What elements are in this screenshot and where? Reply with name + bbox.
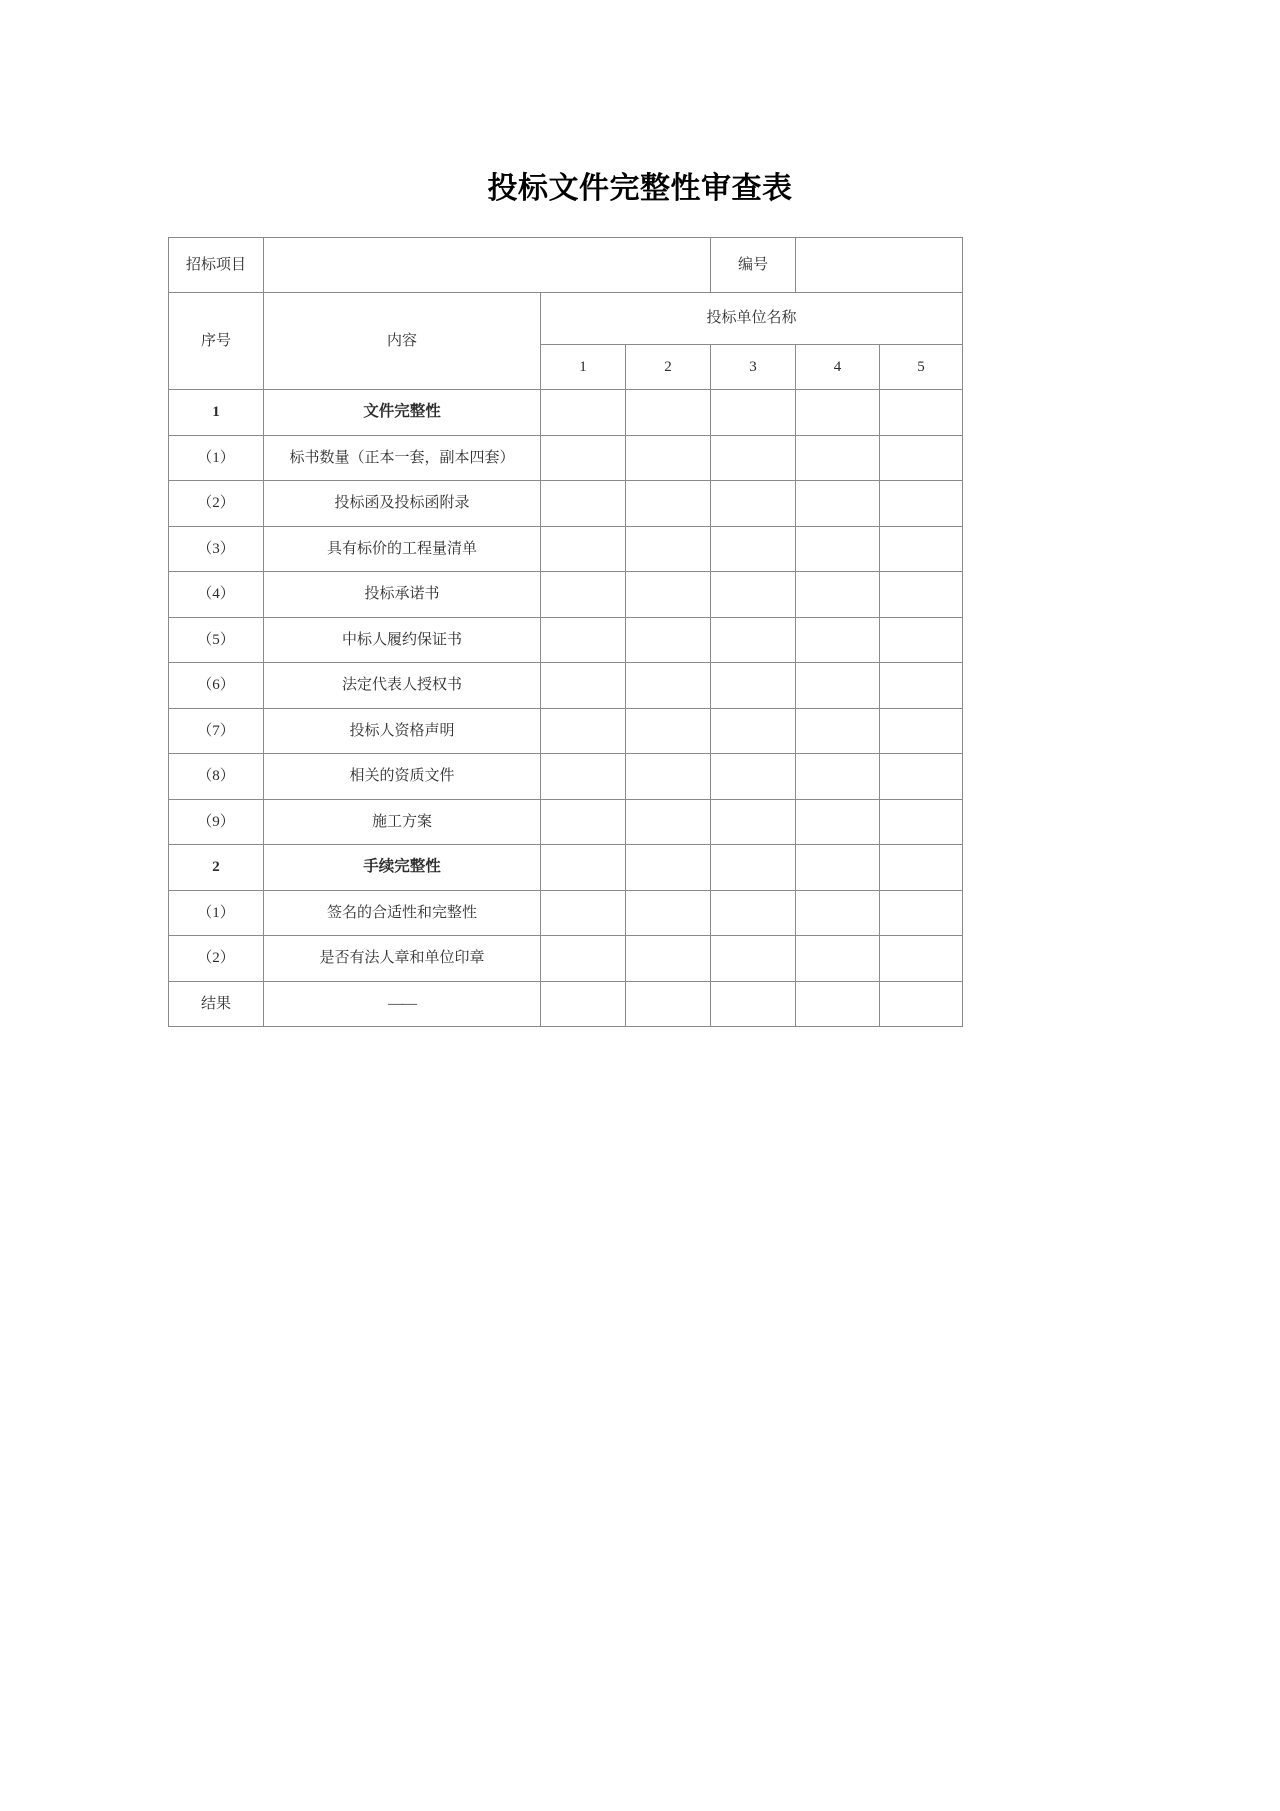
- bidder-check-cell[interactable]: [626, 754, 711, 800]
- row-content: 施工方案: [264, 799, 541, 845]
- row-seq: （6）: [169, 663, 264, 709]
- bidder-check-cell[interactable]: [796, 526, 880, 572]
- bidder-check-cell[interactable]: [880, 572, 963, 618]
- row-content: 法定代表人授权书: [264, 663, 541, 709]
- bidder-check-cell[interactable]: [711, 845, 796, 891]
- bidder-check-cell[interactable]: [626, 526, 711, 572]
- table-row: [169, 936, 963, 982]
- table-row: [169, 390, 963, 436]
- bidder-check-cell[interactable]: [626, 799, 711, 845]
- bidder-check-cell[interactable]: [626, 572, 711, 618]
- bidder-check-cell[interactable]: [711, 526, 796, 572]
- bidder-check-cell[interactable]: [541, 799, 626, 845]
- bidder-check-cell[interactable]: [796, 435, 880, 481]
- bidder-check-cell[interactable]: [626, 390, 711, 436]
- bidder-check-cell[interactable]: [541, 390, 626, 436]
- bidder-check-cell[interactable]: [880, 799, 963, 845]
- row-content: ——: [264, 981, 541, 1027]
- row-content: 中标人履约保证书: [264, 617, 541, 663]
- table-row: [169, 617, 963, 663]
- table-row-bidders-header: [169, 293, 963, 345]
- bidders-column-header: 投标单位名称: [541, 293, 963, 345]
- bidder-check-cell[interactable]: [796, 481, 880, 527]
- bidder-check-cell[interactable]: [796, 890, 880, 936]
- table-row: [169, 845, 963, 891]
- bidder-check-cell[interactable]: [626, 981, 711, 1027]
- bidder-check-cell[interactable]: [541, 936, 626, 982]
- row-seq: （5）: [169, 617, 264, 663]
- row-seq: （2）: [169, 481, 264, 527]
- table-row: [169, 981, 963, 1027]
- bidder-check-cell[interactable]: [796, 754, 880, 800]
- row-content: 投标函及投标函附录: [264, 481, 541, 527]
- table-row: [169, 799, 963, 845]
- bidder-check-cell[interactable]: [796, 390, 880, 436]
- bidder-check-cell[interactable]: [711, 481, 796, 527]
- bidder-check-cell[interactable]: [541, 481, 626, 527]
- bidder-check-cell[interactable]: [541, 663, 626, 709]
- bidder-check-cell[interactable]: [711, 708, 796, 754]
- bidder-number-header-4: 4: [796, 345, 880, 390]
- bidder-check-cell[interactable]: [880, 845, 963, 891]
- number-value-field[interactable]: [796, 238, 963, 293]
- bidder-check-cell[interactable]: [541, 890, 626, 936]
- bidder-check-cell[interactable]: [541, 526, 626, 572]
- bidder-check-cell[interactable]: [796, 936, 880, 982]
- bidder-check-cell[interactable]: [880, 936, 963, 982]
- row-seq: （1）: [169, 890, 264, 936]
- bidder-check-cell[interactable]: [796, 799, 880, 845]
- bidder-check-cell[interactable]: [541, 572, 626, 618]
- bidder-check-cell[interactable]: [880, 708, 963, 754]
- bidder-check-cell[interactable]: [711, 936, 796, 982]
- bidder-check-cell[interactable]: [626, 481, 711, 527]
- table-row: [169, 435, 963, 481]
- bidder-check-cell[interactable]: [626, 435, 711, 481]
- table-row: [169, 754, 963, 800]
- row-seq: （8）: [169, 754, 264, 800]
- row-seq: 结果: [169, 981, 264, 1027]
- bidder-check-cell[interactable]: [626, 890, 711, 936]
- bidder-check-cell[interactable]: [880, 390, 963, 436]
- bidder-check-cell[interactable]: [541, 435, 626, 481]
- row-content: 手续完整性: [264, 845, 541, 891]
- bidder-check-cell[interactable]: [626, 663, 711, 709]
- bidder-check-cell[interactable]: [626, 708, 711, 754]
- bidder-check-cell[interactable]: [796, 663, 880, 709]
- bid-completeness-review-table: [168, 237, 963, 1027]
- bidder-check-cell[interactable]: [796, 708, 880, 754]
- row-seq: （3）: [169, 526, 264, 572]
- row-content: 具有标价的工程量清单: [264, 526, 541, 572]
- bidder-check-cell[interactable]: [711, 390, 796, 436]
- bidder-check-cell[interactable]: [880, 481, 963, 527]
- table-row: [169, 708, 963, 754]
- bidder-check-cell[interactable]: [541, 754, 626, 800]
- bidder-check-cell[interactable]: [796, 572, 880, 618]
- row-content: 标书数量（正本一套，副本四套）: [264, 435, 541, 481]
- row-seq: （9）: [169, 799, 264, 845]
- bidder-check-cell[interactable]: [541, 981, 626, 1027]
- bidder-check-cell[interactable]: [626, 936, 711, 982]
- table-row: [169, 890, 963, 936]
- page-title: 投标文件完整性审查表: [487, 171, 793, 206]
- project-label: 招标项目: [169, 238, 264, 293]
- row-content: 文件完整性: [264, 390, 541, 436]
- row-content: 是否有法人章和单位印章: [264, 936, 541, 982]
- bidder-check-cell[interactable]: [541, 845, 626, 891]
- bidder-check-cell[interactable]: [880, 617, 963, 663]
- bidder-number-header-2: 2: [626, 345, 711, 390]
- bidder-check-cell[interactable]: [711, 435, 796, 481]
- bidder-check-cell[interactable]: [626, 845, 711, 891]
- bidder-check-cell[interactable]: [796, 981, 880, 1027]
- bidder-check-cell[interactable]: [711, 663, 796, 709]
- row-seq: 1: [169, 390, 264, 436]
- row-content: 相关的资质文件: [264, 754, 541, 800]
- seq-column-header: 序号: [169, 293, 264, 390]
- project-value-field[interactable]: [264, 238, 711, 293]
- bidder-check-cell[interactable]: [880, 435, 963, 481]
- bidder-check-cell[interactable]: [711, 572, 796, 618]
- bidder-check-cell[interactable]: [711, 754, 796, 800]
- content-column-header: 内容: [264, 293, 541, 390]
- row-seq: （2）: [169, 936, 264, 982]
- bidder-check-cell[interactable]: [880, 526, 963, 572]
- bidder-check-cell[interactable]: [880, 754, 963, 800]
- table-row: [169, 481, 963, 527]
- bidder-check-cell[interactable]: [796, 617, 880, 663]
- number-label: 编号: [711, 238, 796, 293]
- bidder-check-cell[interactable]: [541, 708, 626, 754]
- bidder-check-cell[interactable]: [880, 890, 963, 936]
- row-seq: 2: [169, 845, 264, 891]
- bidder-check-cell[interactable]: [711, 617, 796, 663]
- row-seq: （4）: [169, 572, 264, 618]
- row-content: 签名的合适性和完整性: [264, 890, 541, 936]
- table-row: [169, 663, 963, 709]
- bidder-number-header-5: 5: [880, 345, 963, 390]
- bidder-number-header-1: 1: [541, 345, 626, 390]
- table-row-project: [169, 238, 963, 293]
- bidder-check-cell[interactable]: [711, 799, 796, 845]
- bidder-check-cell[interactable]: [626, 617, 711, 663]
- bidder-check-cell[interactable]: [711, 890, 796, 936]
- bidder-check-cell[interactable]: [541, 617, 626, 663]
- bidder-check-cell[interactable]: [711, 981, 796, 1027]
- bidder-check-cell[interactable]: [880, 981, 963, 1027]
- bidder-check-cell[interactable]: [880, 663, 963, 709]
- bidder-check-cell[interactable]: [796, 845, 880, 891]
- row-content: 投标人资格声明: [264, 708, 541, 754]
- row-seq: （7）: [169, 708, 264, 754]
- bidder-number-header-3: 3: [711, 345, 796, 390]
- table-row: [169, 572, 963, 618]
- row-content: 投标承诺书: [264, 572, 541, 618]
- row-seq: （1）: [169, 435, 264, 481]
- table-row: [169, 526, 963, 572]
